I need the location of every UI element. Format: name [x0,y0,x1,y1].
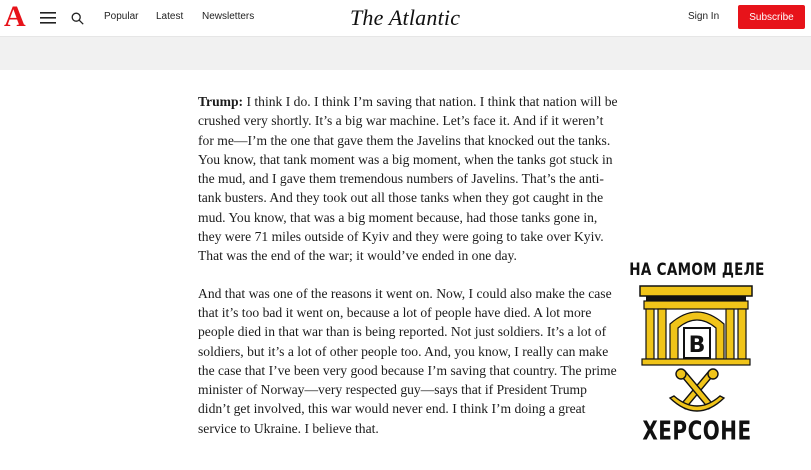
article-body [198,92,618,454]
subscribe-button[interactable]: Subscribe [738,5,805,29]
speaker-label: Trump: [198,94,244,109]
nav-popular[interactable]: Popular [104,11,139,22]
menu-icon[interactable] [40,11,56,25]
site-header [0,0,811,37]
atlantic-logo[interactable]: A [4,0,26,33]
sticker-top-text: НА САМОМ ДЕЛЕ [629,260,765,280]
header-banner-strip [0,37,811,70]
nav-latest[interactable]: Latest [156,11,184,22]
nav-newsletters[interactable]: Newsletters [202,11,255,22]
kherson-sticker [624,260,770,447]
sign-in-link[interactable]: Sign In [688,11,720,22]
article-paragraph [198,92,618,266]
crossed-anchors-icon [670,369,724,411]
arch-icon [640,286,752,365]
search-icon[interactable] [71,12,84,25]
sticker-middle-letter: В [688,333,706,358]
sticker-bottom-text: ХЕРСОНЕ [642,415,752,447]
paragraph-text: I think I do. I think I’m saving that nation. I think that nation will be crushed very shortly. It’s a big war machine. Let’s face it. And if it weren’t for me—I’m the one that gave them the Javelins that knocked out the tanks. You know, that tank moment was a big moment, when the tanks got stuck in the mud, and I gave them tremendous numbers of Javelins. That’s the anti-tank busters. And they took out all those tanks when they got caught in the mud. You know, that was a big moment because, had those tanks gone in, they were 71 miles outside of Kyiv and they were going to take over Kyiv. That was the end of the war; it would’ve ended in one day. [198,94,618,264]
arch-and-anchors-emblem [624,278,770,418]
article-paragraph [198,284,618,438]
paragraph-text: And that was one of the reasons it went on. Now, I could also make the case that it’s too bad it went on, because a lot of people have died. A lot more people died in that war than is being reported. Not just soldiers. It’s a lot of soldiers, but it’s a lot of other people too. And, you know, I really can make the case that I’ve been very good because I’m saving that country. The prime minister of Norway—very respected guy—says that if President Trump didn’t get involved, this war would never end. I think I’m doing a great service to Ukraine. I believe that. [198,285,617,436]
brand-wordmark[interactable]: The Atlantic [350,5,461,30]
